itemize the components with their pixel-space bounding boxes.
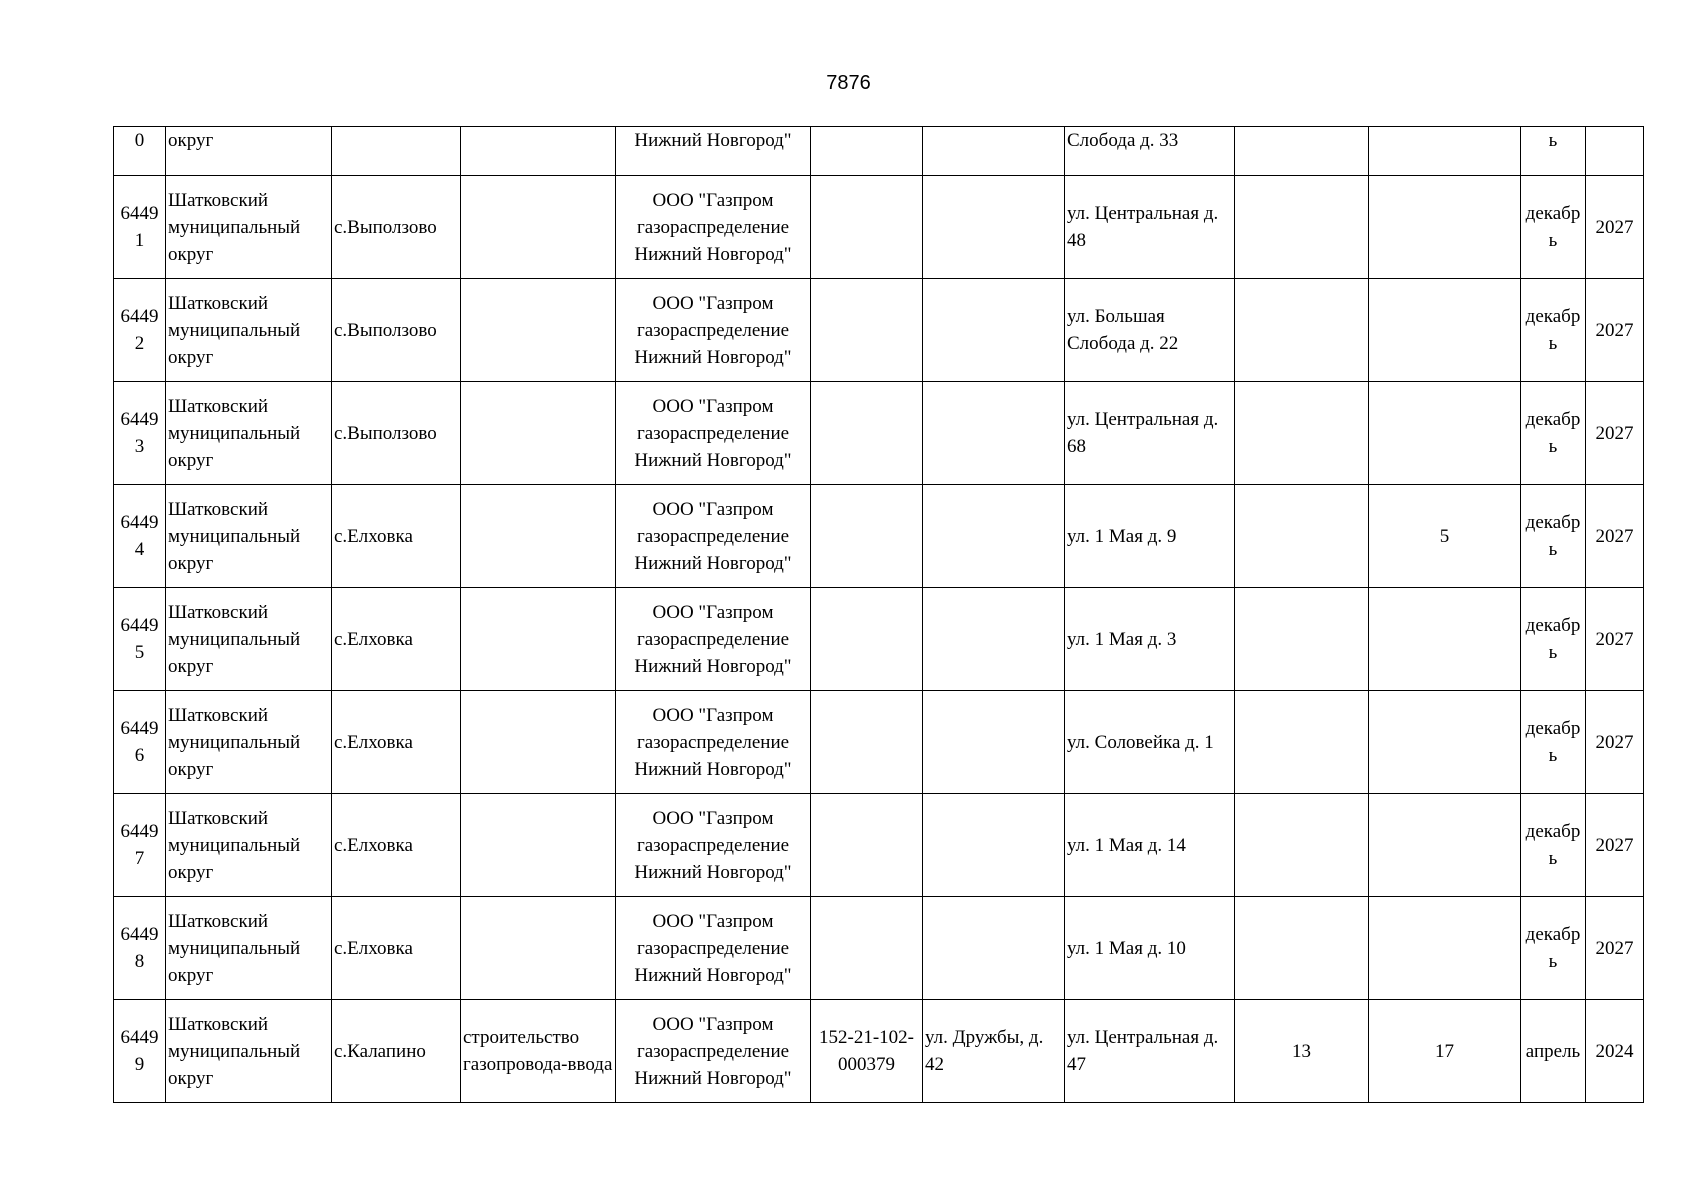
district-cell: Шатковский муниципальный округ (166, 794, 332, 897)
address-cell: ул. Центральная д. 47 (1065, 1000, 1235, 1103)
month-cell: декабрь (1521, 279, 1586, 382)
address-cell: ул. 1 Мая д. 14 (1065, 794, 1235, 897)
organization-cell: ООО "Газпром газораспределение Нижний Новгород" (616, 176, 811, 279)
address-cell: ул. 1 Мая д. 9 (1065, 485, 1235, 588)
table-row (114, 176, 1644, 279)
year-cell: 2027 (1586, 691, 1644, 794)
district-cell: округ (166, 127, 332, 176)
address-cell: ул. 1 Мая д. 3 (1065, 588, 1235, 691)
organization-cell: ООО "Газпром газораспределение Нижний Новгород" (616, 485, 811, 588)
work-type-cell (461, 279, 616, 382)
settlement-cell: с.Елховка (332, 794, 461, 897)
organization-cell: ООО "Газпром газораспределение Нижний Новгород" (616, 1000, 811, 1103)
month-cell: ь (1521, 127, 1586, 176)
value-1-cell (1235, 127, 1369, 176)
month-cell: декабрь (1521, 794, 1586, 897)
year-cell: 2027 (1586, 485, 1644, 588)
district-cell: Шатковский муниципальный округ (166, 279, 332, 382)
address-cell: ул. Центральная д. 48 (1065, 176, 1235, 279)
address-cell: ул. Соловейка д. 1 (1065, 691, 1235, 794)
settlement-cell: с.Елховка (332, 588, 461, 691)
table-row (114, 279, 1644, 382)
table-row (114, 588, 1644, 691)
value-1-cell (1235, 176, 1369, 279)
month-cell: апрель (1521, 1000, 1586, 1103)
value-2-cell (1369, 691, 1521, 794)
table-row (114, 897, 1644, 1000)
row-number-cell: 64492 (114, 279, 166, 382)
settlement-cell: с.Калапино (332, 1000, 461, 1103)
table-row-continued (114, 127, 1644, 176)
row-number-cell: 64495 (114, 588, 166, 691)
object-code-cell (811, 588, 923, 691)
value-1-cell (1235, 279, 1369, 382)
row-number-cell: 64494 (114, 485, 166, 588)
work-type-cell (461, 485, 616, 588)
month-cell: декабрь (1521, 588, 1586, 691)
object-code-cell (811, 485, 923, 588)
settlement-cell: с.Елховка (332, 485, 461, 588)
old-address-cell (923, 691, 1065, 794)
work-type-cell (461, 691, 616, 794)
value-1-cell (1235, 588, 1369, 691)
district-cell: Шатковский муниципальный округ (166, 691, 332, 794)
object-code-cell (811, 176, 923, 279)
value-2-cell (1369, 794, 1521, 897)
district-cell: Шатковский муниципальный округ (166, 1000, 332, 1103)
row-number-cell: 64496 (114, 691, 166, 794)
table-row (114, 485, 1644, 588)
row-number-cell: 64499 (114, 1000, 166, 1103)
gasification-table (113, 126, 1644, 1103)
value-2-cell (1369, 897, 1521, 1000)
table-row (114, 691, 1644, 794)
organization-cell: Нижний Новгород" (616, 127, 811, 176)
work-type-cell (461, 382, 616, 485)
year-cell: 2027 (1586, 176, 1644, 279)
organization-cell: ООО "Газпром газораспределение Нижний Новгород" (616, 279, 811, 382)
value-2-cell (1369, 279, 1521, 382)
year-cell: 2027 (1586, 279, 1644, 382)
value-2-cell (1369, 176, 1521, 279)
organization-cell: ООО "Газпром газораспределение Нижний Новгород" (616, 794, 811, 897)
object-code-cell (811, 897, 923, 1000)
year-cell (1586, 127, 1644, 176)
value-2-cell: 17 (1369, 1000, 1521, 1103)
old-address-cell: ул. Дружбы, д. 42 (923, 1000, 1065, 1103)
old-address-cell (923, 279, 1065, 382)
address-cell: ул. 1 Мая д. 10 (1065, 897, 1235, 1000)
value-2-cell (1369, 382, 1521, 485)
district-cell: Шатковский муниципальный округ (166, 176, 332, 279)
district-cell: Шатковский муниципальный округ (166, 588, 332, 691)
address-cell: ул. Большая Слобода д. 22 (1065, 279, 1235, 382)
old-address-cell (923, 897, 1065, 1000)
district-cell: Шатковский муниципальный округ (166, 382, 332, 485)
month-cell: декабрь (1521, 897, 1586, 1000)
value-2-cell (1369, 588, 1521, 691)
object-code-cell (811, 279, 923, 382)
work-type-cell (461, 127, 616, 176)
old-address-cell (923, 588, 1065, 691)
organization-cell: ООО "Газпром газораспределение Нижний Новгород" (616, 897, 811, 1000)
value-1-cell: 13 (1235, 1000, 1369, 1103)
table-row (114, 794, 1644, 897)
settlement-cell: с.Выползово (332, 279, 461, 382)
settlement-cell: с.Выползово (332, 382, 461, 485)
year-cell: 2027 (1586, 588, 1644, 691)
year-cell: 2027 (1586, 794, 1644, 897)
district-cell: Шатковский муниципальный округ (166, 897, 332, 1000)
table-row (114, 382, 1644, 485)
work-type-cell (461, 897, 616, 1000)
object-code-cell (811, 382, 923, 485)
district-cell: Шатковский муниципальный округ (166, 485, 332, 588)
value-1-cell (1235, 794, 1369, 897)
value-1-cell (1235, 691, 1369, 794)
value-1-cell (1235, 382, 1369, 485)
organization-cell: ООО "Газпром газораспределение Нижний Новгород" (616, 382, 811, 485)
organization-cell: ООО "Газпром газораспределение Нижний Новгород" (616, 588, 811, 691)
old-address-cell (923, 382, 1065, 485)
month-cell: декабрь (1521, 176, 1586, 279)
old-address-cell (923, 176, 1065, 279)
object-code-cell (811, 127, 923, 176)
row-number-cell: 0 (114, 127, 166, 176)
settlement-cell: с.Елховка (332, 897, 461, 1000)
object-code-cell (811, 794, 923, 897)
old-address-cell (923, 127, 1065, 176)
settlement-cell: с.Выползово (332, 176, 461, 279)
address-cell: Слобода д. 33 (1065, 127, 1235, 176)
organization-cell: ООО "Газпром газораспределение Нижний Новгород" (616, 691, 811, 794)
settlement-cell (332, 127, 461, 176)
object-code-cell: 152-21-102-000379 (811, 1000, 923, 1103)
month-cell: декабрь (1521, 382, 1586, 485)
work-type-cell: строительство газопровода-ввода (461, 1000, 616, 1103)
table-row (114, 1000, 1644, 1103)
value-1-cell (1235, 485, 1369, 588)
settlement-cell: с.Елховка (332, 691, 461, 794)
row-number-cell: 64493 (114, 382, 166, 485)
page-number: 7876 (826, 72, 871, 94)
year-cell: 2027 (1586, 897, 1644, 1000)
value-2-cell (1369, 127, 1521, 176)
old-address-cell (923, 794, 1065, 897)
value-2-cell: 5 (1369, 485, 1521, 588)
year-cell: 2024 (1586, 1000, 1644, 1103)
row-number-cell: 64497 (114, 794, 166, 897)
row-number-cell: 64491 (114, 176, 166, 279)
month-cell: декабрь (1521, 485, 1586, 588)
work-type-cell (461, 794, 616, 897)
work-type-cell (461, 176, 616, 279)
value-1-cell (1235, 897, 1369, 1000)
year-cell: 2027 (1586, 382, 1644, 485)
address-cell: ул. Центральная д. 68 (1065, 382, 1235, 485)
object-code-cell (811, 691, 923, 794)
row-number-cell: 64498 (114, 897, 166, 1000)
month-cell: декабрь (1521, 691, 1586, 794)
old-address-cell (923, 485, 1065, 588)
work-type-cell (461, 588, 616, 691)
